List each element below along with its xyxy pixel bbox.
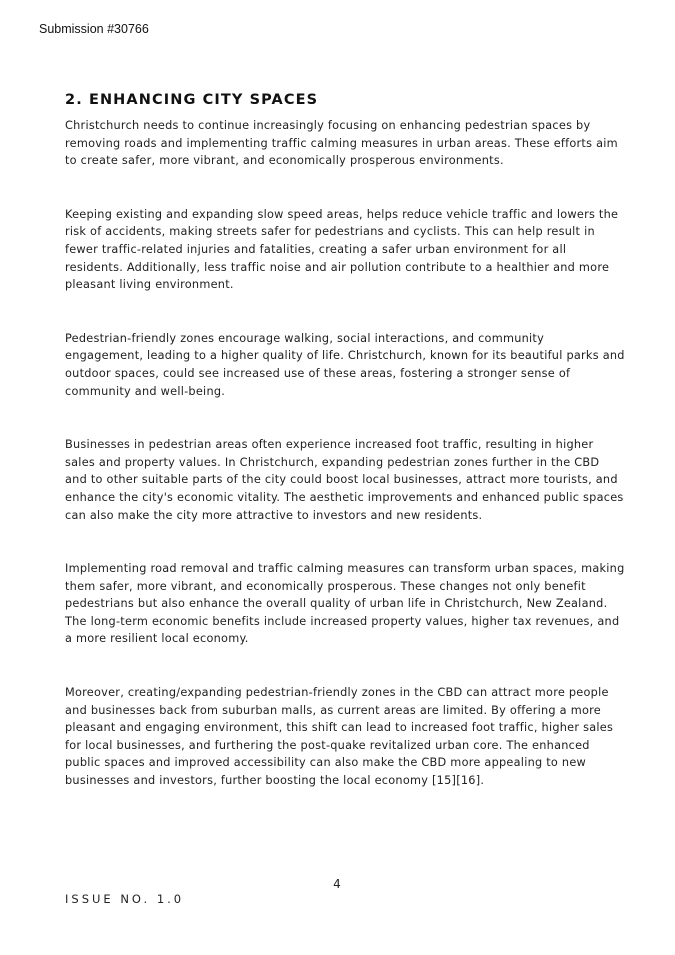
submission-label: Submission #30766 — [39, 22, 149, 36]
issue-number: ISSUE NO. 1.0 — [65, 892, 185, 906]
paragraph-intro: Christchurch needs to continue increasingly focusing on enhancing pedestrian spaces by removing roads and implementing traffic calming measures in urban areas. These efforts aim to create safer, more vibrant, and economically prosperous environments. — [65, 119, 618, 168]
section-content — [65, 92, 625, 826]
page-number: 4 — [333, 877, 341, 891]
paragraph-cbd: Moreover, creating/expanding pedestrian-friendly zones in the CBD can attract more people and businesses back from suburban malls, as current areas are limited. By offering a more pleasant and engaging environment, this shift can lead to increased foot traffic, higher sales for local businesses, and furthering the post-quake revitalized urban core. The enhanced public spaces and improved accessibility can also make the CBD more appealing to new businesses and investors, further boosting the local economy [15][16]. — [65, 686, 614, 788]
paragraph-slow-speed: Keeping existing and expanding slow speed areas, helps reduce vehicle traffic and lowers the risk of accidents, making streets safer for pedestrians and cyclists. This can help result in fewer traffic-related injuries and fatalities, creating a safer urban environment for all residents. Additionally, less traffic noise and air pollution contribute to a healthier and more pleasant living environment. — [65, 207, 619, 292]
paragraph-road-removal: Implementing road removal and traffic calming measures can transform urban spaces, making them safer, more vibrant, and economically prosperous. These changes not only benefit pedestrians but also enhance the overall quality of urban life in Christchurch, New Zealand. The long-term economic benefits include increased property values, higher tax revenues, and a more resilient local economy. — [65, 562, 625, 646]
paragraph-businesses: Businesses in pedestrian areas often experience increased foot traffic, resulting in higher sales and property values. In Christchurch, expanding pedestrian zones further in the CBD and to other suitable parts of the city could boost local businesses, attract more tourists, and enhance the city's economic vitality. The aesthetic improvements and enhanced public spaces can also make the city more attractive to investors and new residents. — [65, 438, 624, 522]
paragraph-pedestrian-zones: Pedestrian-friendly zones encourage walking, social interactions, and community engagement, leading to a higher quality of life. Christchurch, known for its beautiful parks and outdoor spaces, could see increased use of these areas, fostering a stronger sense of community and well-being. — [65, 331, 625, 398]
section-heading: 2. ENHANCING CITY SPACES — [65, 92, 319, 108]
